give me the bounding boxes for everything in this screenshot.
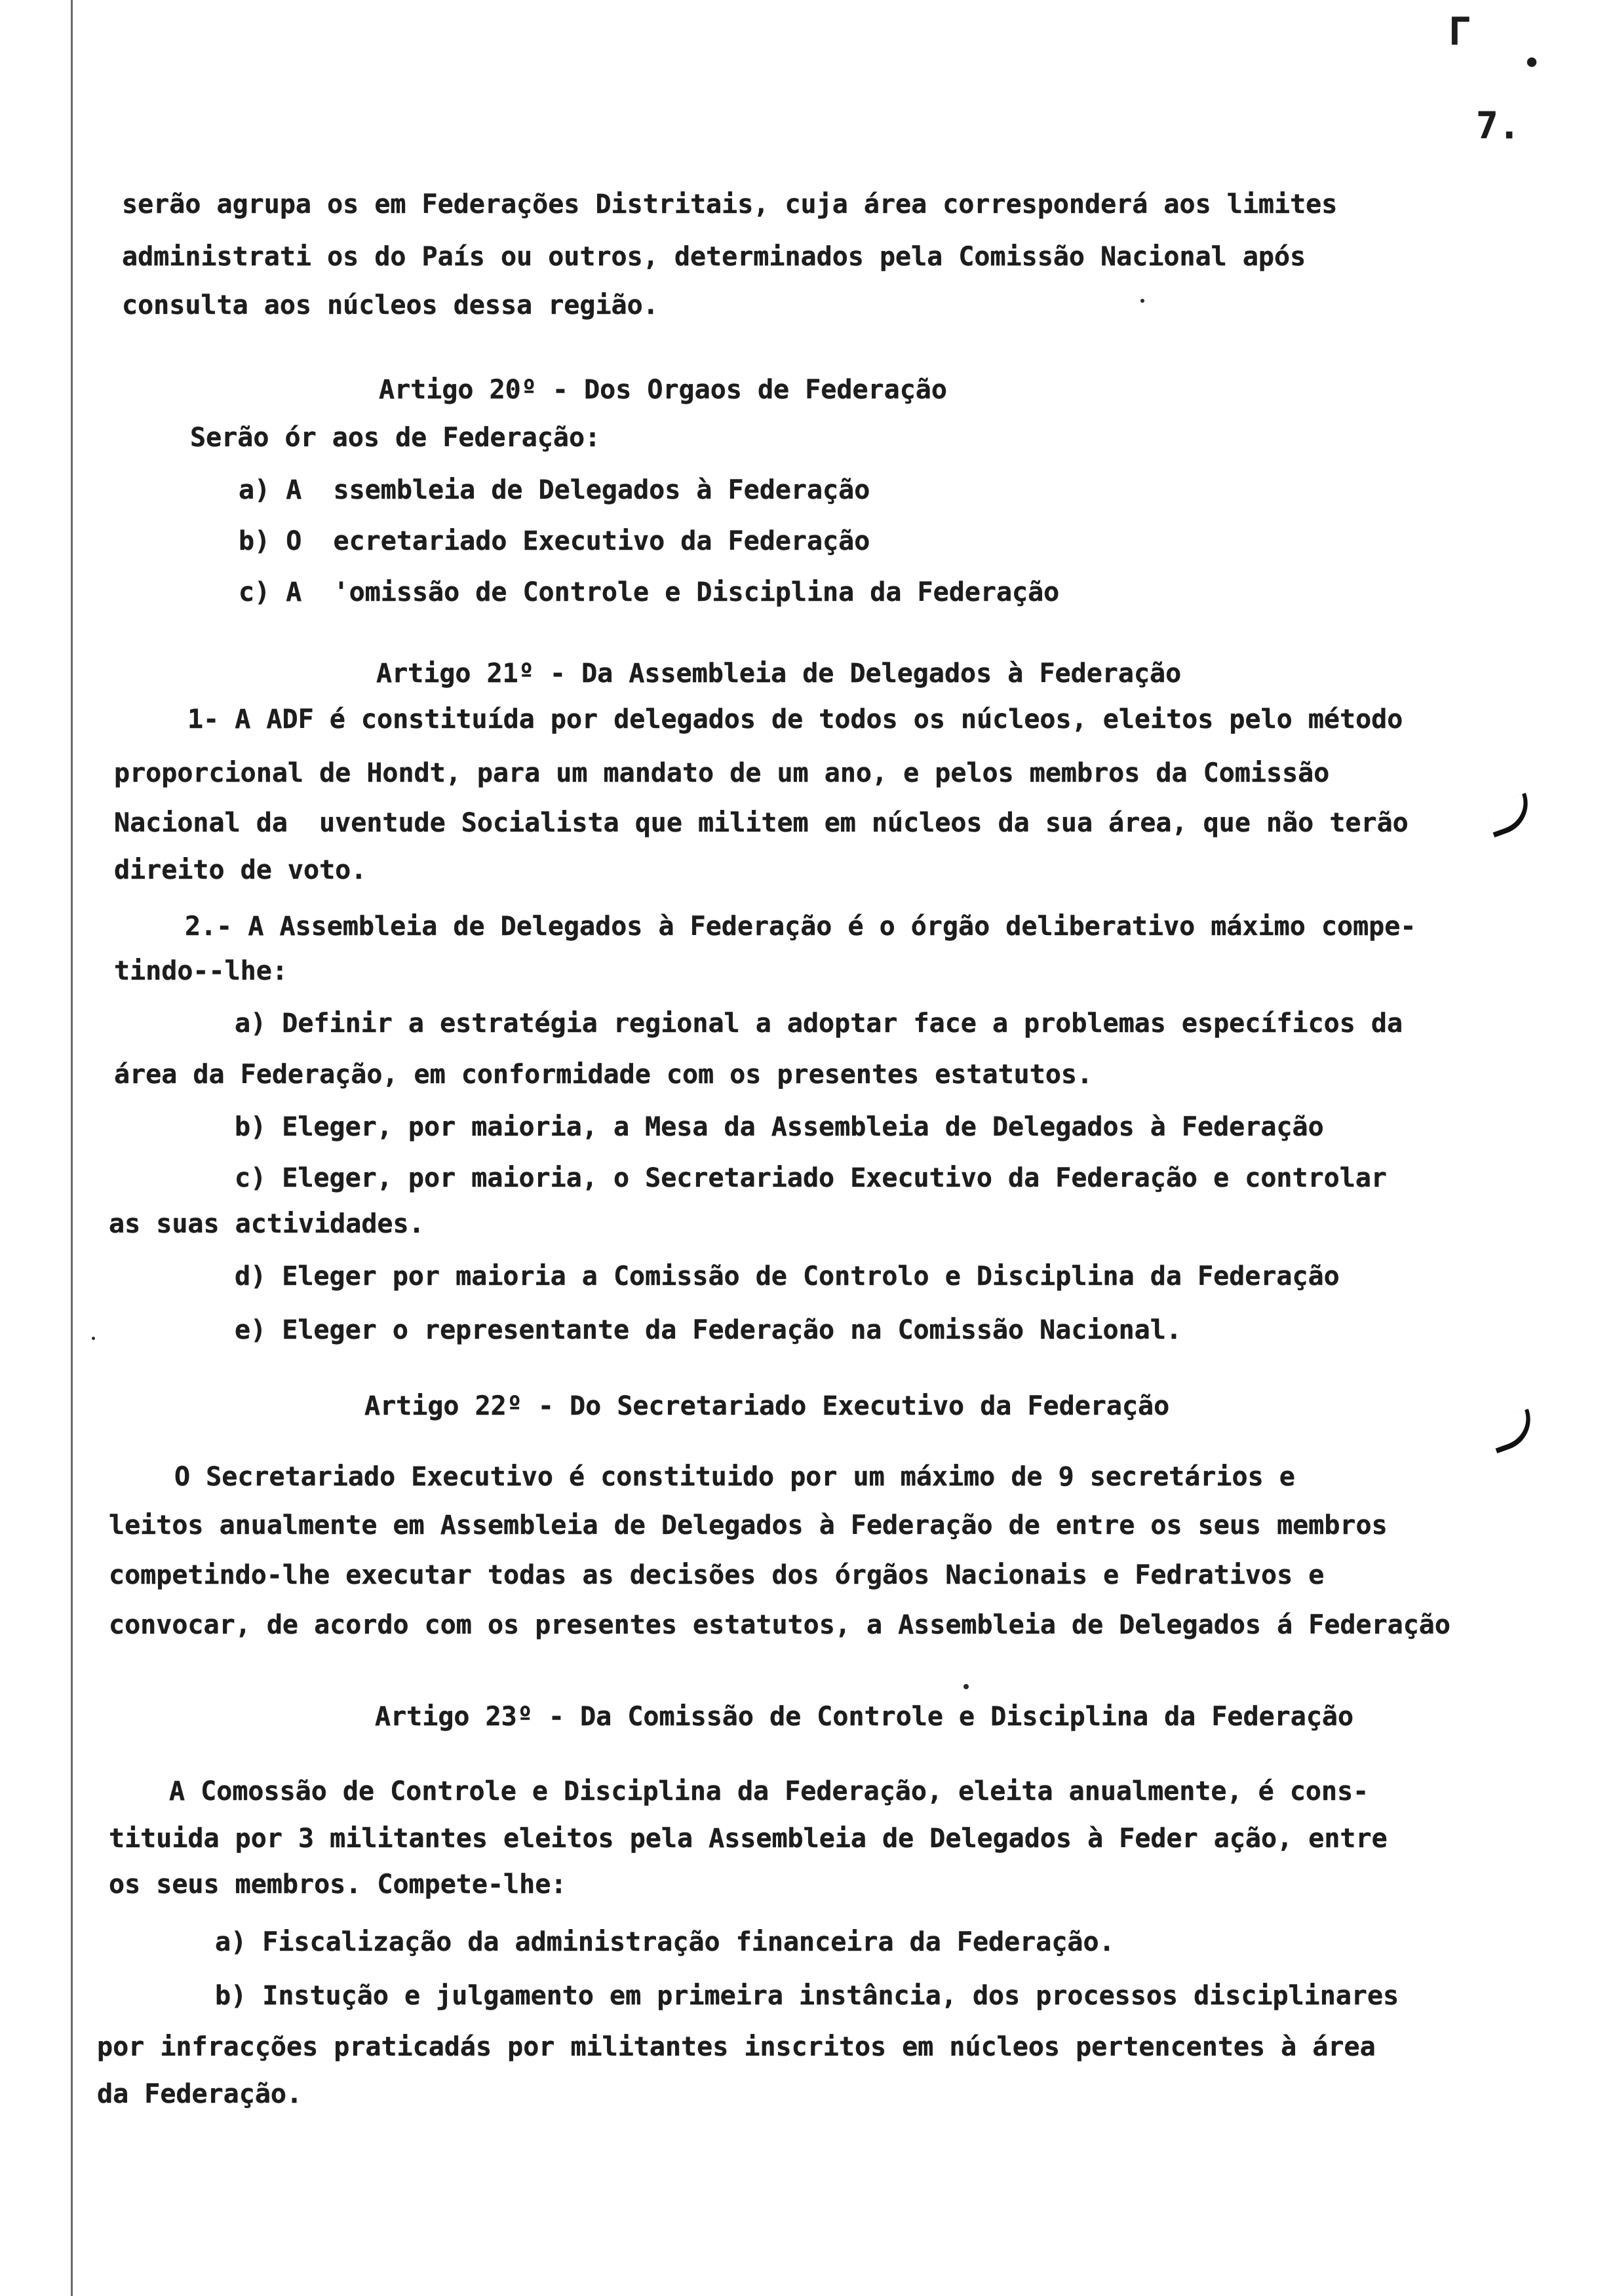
text-line: as suas actividades. <box>109 1209 425 1239</box>
text-line: os seus membros. Compete-lhe: <box>109 1869 567 1900</box>
text-line: administrati os do País ou outros, determinados pela Comissão Nacional após <box>122 242 1306 272</box>
text-line: proporcional de Hondt, para um mandato de um ano, e pelos membros da Comissão <box>114 758 1330 788</box>
text-line: A Comossão de Controle e Disciplina da Federação, eleita anualmente, é cons- <box>169 1776 1369 1807</box>
ink-mark <box>1487 1409 1539 1453</box>
text-line: convocar, de acordo com os presentes estatutos, a Assembleia de Delegados á Federação <box>109 1610 1450 1640</box>
text-line: leitos anualmente em Assembleia de Delegados à Federação de entre os seus membros <box>109 1510 1388 1540</box>
text-line: área da Federação, em conformidade com os presentes estatutos. <box>114 1060 1093 1090</box>
text-line: consulta aos núcleos dessa região. <box>122 290 659 320</box>
left-margin-line <box>71 0 73 2296</box>
list-item: b) Instução e julgamento em primeira instância, dos processos disciplinares <box>215 1981 1399 2011</box>
text-line: da Federação. <box>97 2079 303 2109</box>
ink-speck <box>1140 299 1144 303</box>
list-item: b) Eleger, por maioria, a Mesa da Assembleia de Delegados à Federação <box>235 1112 1324 1142</box>
list-item: d) Eleger por maioria a Comissão de Controlo e Disciplina da Federação <box>235 1261 1340 1292</box>
text-line: Serão ór aos de Federação: <box>190 423 601 453</box>
corner-mark: Г <box>1449 9 1471 54</box>
text-line: por infracções praticadás por militantes inscritos em núcleos pertencentes à área <box>97 2032 1376 2062</box>
ink-speck <box>963 1684 969 1689</box>
list-item: c) A 'omissão de Controle e Disciplina da Federação <box>239 577 1060 607</box>
text-line: 1- A ADF é constituída por delegados de todos os núcleos, eleitos pelo método <box>187 704 1403 735</box>
page-number: 7. <box>1476 105 1521 147</box>
list-item: b) O ecretariado Executivo da Federação <box>239 526 870 556</box>
text-line: tituida por 3 militantes eleitos pela Assembleia de Delegados à Feder ação, entre <box>109 1824 1388 1854</box>
section-heading: Artigo 20º - Dos Orgaos de Federação <box>379 375 947 405</box>
text-line: tindo--lhe: <box>114 956 288 986</box>
text-line: serão agrupa os em Federações Distritais, cuja área corresponderá aos limites <box>122 189 1338 220</box>
list-item: c) Eleger, por maioria, o Secretariado Executivo da Federação e controlar <box>235 1163 1387 1193</box>
ink-mark <box>1484 793 1536 837</box>
text-line: O Secretariado Executivo é constituido por um máximo de 9 secretários e <box>174 1462 1295 1492</box>
text-line: 2.- A Assembleia de Delegados à Federação é o órgão deliberativo máximo compe- <box>185 911 1416 942</box>
ink-speck <box>92 1337 95 1340</box>
list-item: a) A ssembleia de Delegados à Federação <box>239 475 870 505</box>
list-item: a) Fiscalização da administração financeira da Federação. <box>215 1927 1115 1957</box>
section-heading: Artigo 23º - Da Comissão de Controle e Disciplina da Federação <box>375 1702 1354 1732</box>
section-heading: Artigo 22º - Do Secretariado Executivo da Federação <box>364 1391 1170 1421</box>
text-line: Nacional da uventude Socialista que militem em núcleos da sua área, que não terão <box>114 808 1409 838</box>
corner-dot: • <box>1524 48 1540 79</box>
text-line: direito de voto. <box>114 855 367 885</box>
list-item: e) Eleger o representante da Federação na Comissão Nacional. <box>235 1315 1182 1345</box>
list-item: a) Definir a estratégia regional a adoptar face a problemas específicos da <box>235 1008 1403 1039</box>
section-heading: Artigo 21º - Da Assembleia de Delegados à Federação <box>376 659 1182 689</box>
text-line: competindo-lhe executar todas as decisões dos órgãos Nacionais e Fedrativos e <box>109 1560 1325 1590</box>
